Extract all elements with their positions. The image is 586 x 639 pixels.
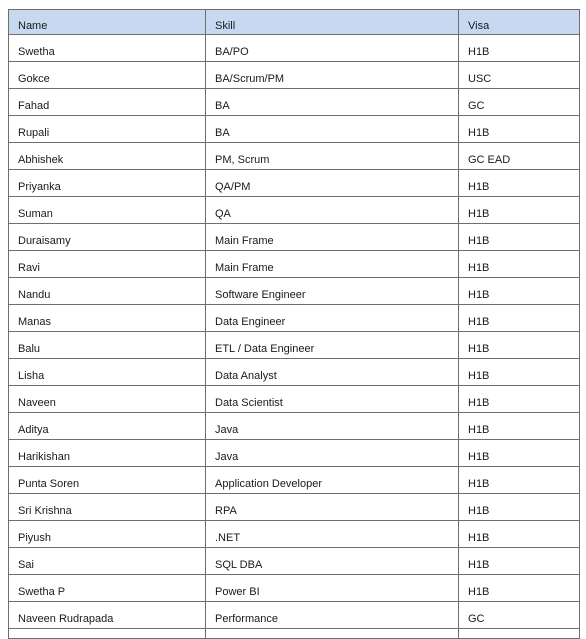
- cell-skill[interactable]: ETL / Data Engineer: [206, 332, 459, 359]
- table-row: [9, 386, 580, 413]
- header-visa[interactable]: Visa: [459, 10, 580, 35]
- cell-skill[interactable]: BA/PO: [206, 35, 459, 62]
- cell-name[interactable]: Sri Krishna: [9, 494, 206, 521]
- cell-name[interactable]: Lisha: [9, 359, 206, 386]
- cell-visa[interactable]: H1B: [459, 332, 580, 359]
- cell-name[interactable]: Aditya: [9, 413, 206, 440]
- cell-skill[interactable]: Data Analyst: [206, 359, 459, 386]
- table-row: [9, 467, 580, 494]
- table-body: [9, 35, 580, 639]
- cell-skill[interactable]: Power BI: [206, 575, 459, 602]
- cell-skill[interactable]: SQL DBA: [206, 548, 459, 575]
- empty-cell[interactable]: [206, 629, 459, 639]
- cell-skill[interactable]: QA/PM: [206, 170, 459, 197]
- cell-visa[interactable]: H1B: [459, 386, 580, 413]
- cell-visa[interactable]: H1B: [459, 251, 580, 278]
- cell-visa[interactable]: H1B: [459, 494, 580, 521]
- cell-name[interactable]: Naveen Rudrapada: [9, 602, 206, 629]
- cell-visa[interactable]: H1B: [459, 197, 580, 224]
- header-skill[interactable]: Skill: [206, 10, 459, 35]
- table-row: [9, 170, 580, 197]
- cell-skill[interactable]: Data Scientist: [206, 386, 459, 413]
- cell-visa[interactable]: H1B: [459, 278, 580, 305]
- table-row: [9, 440, 580, 467]
- table-row: [9, 494, 580, 521]
- cell-skill[interactable]: Software Engineer: [206, 278, 459, 305]
- cell-skill[interactable]: .NET: [206, 521, 459, 548]
- table-row: [9, 278, 580, 305]
- cell-skill[interactable]: Java: [206, 440, 459, 467]
- cell-visa[interactable]: H1B: [459, 305, 580, 332]
- cell-visa[interactable]: GC: [459, 602, 580, 629]
- table-row: [9, 116, 580, 143]
- table-row: [9, 197, 580, 224]
- cell-visa[interactable]: H1B: [459, 521, 580, 548]
- cell-skill[interactable]: Java: [206, 413, 459, 440]
- table-header: [9, 10, 580, 35]
- cell-visa[interactable]: H1B: [459, 413, 580, 440]
- cell-name[interactable]: Nandu: [9, 278, 206, 305]
- cell-name[interactable]: Rupali: [9, 116, 206, 143]
- cell-skill[interactable]: RPA: [206, 494, 459, 521]
- candidate-table: [8, 9, 580, 639]
- cell-name[interactable]: Sai: [9, 548, 206, 575]
- cell-name[interactable]: Swetha: [9, 35, 206, 62]
- cell-name[interactable]: Manas: [9, 305, 206, 332]
- cell-name[interactable]: Balu: [9, 332, 206, 359]
- cell-skill[interactable]: Data Engineer: [206, 305, 459, 332]
- cell-skill[interactable]: Performance: [206, 602, 459, 629]
- cell-visa[interactable]: H1B: [459, 440, 580, 467]
- cell-name[interactable]: Ravi: [9, 251, 206, 278]
- cell-name[interactable]: Duraisamy: [9, 224, 206, 251]
- table-row: [9, 305, 580, 332]
- header-row: [9, 10, 580, 35]
- cell-name[interactable]: Punta Soren: [9, 467, 206, 494]
- table-row: [9, 521, 580, 548]
- cell-name[interactable]: Fahad: [9, 89, 206, 116]
- cell-visa[interactable]: H1B: [459, 35, 580, 62]
- table-row: [9, 602, 580, 629]
- cell-name[interactable]: Gokce: [9, 62, 206, 89]
- cell-visa[interactable]: GC: [459, 89, 580, 116]
- cell-visa[interactable]: H1B: [459, 116, 580, 143]
- cell-skill[interactable]: Main Frame: [206, 251, 459, 278]
- table-row: [9, 89, 580, 116]
- empty-cell[interactable]: [9, 629, 206, 639]
- cell-name[interactable]: Suman: [9, 197, 206, 224]
- table-row: [9, 548, 580, 575]
- cell-skill[interactable]: BA/Scrum/PM: [206, 62, 459, 89]
- cell-skill[interactable]: Main Frame: [206, 224, 459, 251]
- cell-visa[interactable]: H1B: [459, 548, 580, 575]
- table-row: [9, 143, 580, 170]
- table-row: [9, 224, 580, 251]
- cell-name[interactable]: Piyush: [9, 521, 206, 548]
- cell-skill[interactable]: QA: [206, 197, 459, 224]
- table-row: [9, 62, 580, 89]
- cell-visa[interactable]: GC EAD: [459, 143, 580, 170]
- table-row: [9, 359, 580, 386]
- empty-cell[interactable]: [459, 629, 580, 639]
- cell-skill[interactable]: BA: [206, 89, 459, 116]
- cell-skill[interactable]: Application Developer: [206, 467, 459, 494]
- table-row: [9, 251, 580, 278]
- cell-name[interactable]: Harikishan: [9, 440, 206, 467]
- table-row: [9, 575, 580, 602]
- cell-name[interactable]: Naveen: [9, 386, 206, 413]
- header-name[interactable]: Name: [9, 10, 206, 35]
- cell-name[interactable]: Priyanka: [9, 170, 206, 197]
- table-row: [9, 35, 580, 62]
- cell-visa[interactable]: H1B: [459, 170, 580, 197]
- cell-skill[interactable]: PM, Scrum: [206, 143, 459, 170]
- table-row: [9, 332, 580, 359]
- cell-visa[interactable]: H1B: [459, 224, 580, 251]
- cell-visa[interactable]: H1B: [459, 575, 580, 602]
- cell-name[interactable]: Swetha P: [9, 575, 206, 602]
- table-row-empty: [9, 629, 580, 639]
- cell-skill[interactable]: BA: [206, 116, 459, 143]
- cell-name[interactable]: Abhishek: [9, 143, 206, 170]
- cell-visa[interactable]: H1B: [459, 359, 580, 386]
- cell-visa[interactable]: H1B: [459, 467, 580, 494]
- cell-visa[interactable]: USC: [459, 62, 580, 89]
- table-row: [9, 413, 580, 440]
